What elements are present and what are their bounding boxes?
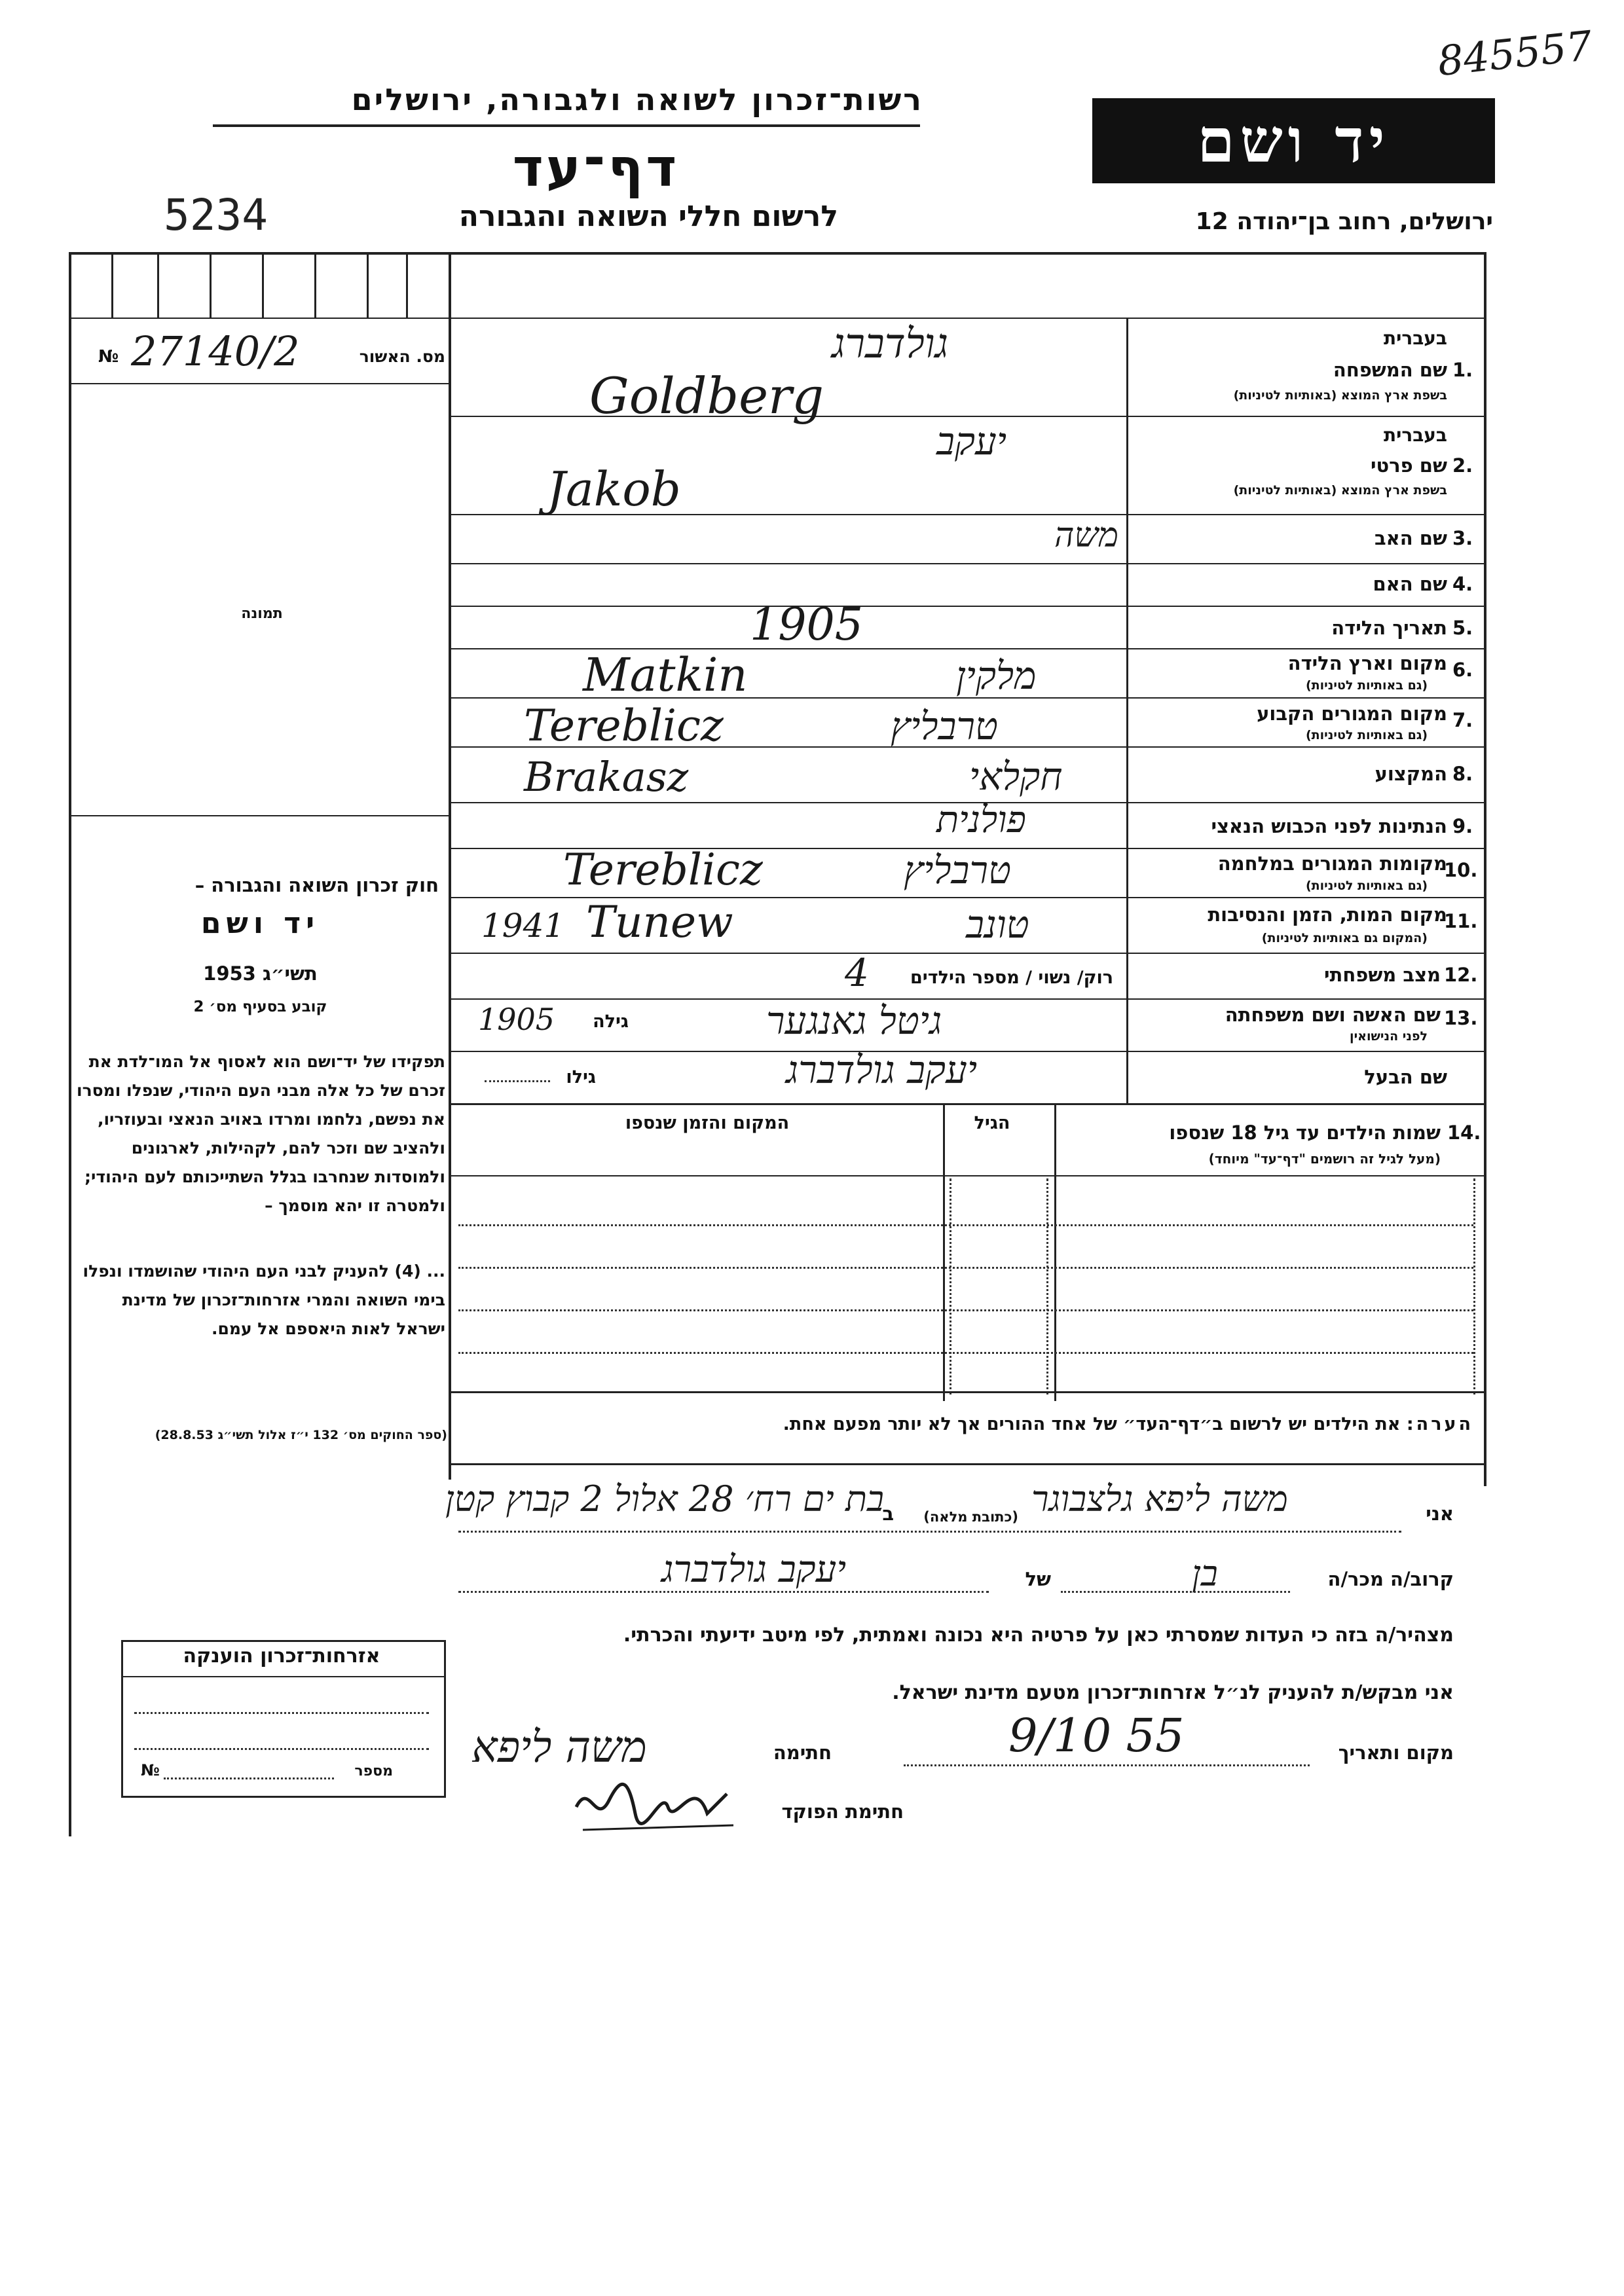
relation-value: בן <box>1192 1553 1218 1594</box>
field-6-value-hebrew: מלקין <box>956 653 1037 698</box>
declaration-request: אני מבקש/ת להעניק לנ״ל אזרחות־זכרון מטעם מדינת ישראל. <box>892 1681 1454 1704</box>
label-column-divider <box>1126 318 1128 1103</box>
children-col-age: הגיל <box>974 1113 1010 1133</box>
field-8-number: 8. <box>1452 763 1473 785</box>
field-6-sub: (גם באותיות לטיניות) <box>1305 678 1428 693</box>
photo-label: תמונה <box>241 606 283 622</box>
grid-box-line <box>406 252 408 318</box>
field-7-label: מקום המגורים הקבוע <box>1257 702 1447 725</box>
field-8-value-hebrew: חקלאי <box>969 754 1063 799</box>
grid-box-line <box>314 252 316 318</box>
children-row-dots <box>458 1352 1473 1354</box>
law-text-1: תפקידו של יד־ושם הוא לאסוף אל המו־לדת את זכרם של כל אלה מבני העם היהודי, שנפלו ומסרו את נפשם, נלחמו ומרדו באויב הנאצי ובעוזריו, ולהציב שם וזכר להם, לקהילות, לארגונים ולמוסדות שנחרבו בגלל השתייכותם לעם היהודי; ולמטרה זו יהא מוסמך – <box>77 1052 445 1215</box>
field-3-label: שם האב <box>1374 527 1447 549</box>
note-bottom-line <box>449 1463 1484 1465</box>
approval-number: 27140/2 <box>131 327 300 375</box>
field-7-value-latin: Tereblicz <box>524 701 724 751</box>
children-row-dots <box>458 1309 1473 1311</box>
children-bottom-line <box>449 1391 1484 1393</box>
declaration-address-hint: (כתובת מלאה) <box>923 1509 1018 1525</box>
declaration-statement: מצהיר/ה בזה כי העדות שמסרתי כאן על פרטיה היא נכונה ואמתית, לפי מיטב ידיעתי והכרתי. <box>623 1624 1454 1647</box>
law-source: (ספר החוקים מס׳ 132 י״ז אלול תשי״ג 28.8.53) <box>155 1428 447 1442</box>
field-10-number: 10. <box>1444 859 1478 881</box>
field-11-label: מקום המות, הזמן והנסיבות <box>1208 903 1447 926</box>
field-5-value: 1905 <box>750 599 864 651</box>
children-col-dots <box>1046 1178 1048 1394</box>
place-date-value: 9/10 55 <box>1008 1709 1185 1762</box>
law-year: תשי״ג 1953 <box>203 962 318 985</box>
relation-of-label: של <box>1025 1568 1051 1590</box>
memorial-box-dots <box>134 1712 429 1714</box>
children-number: 14. <box>1447 1121 1481 1144</box>
field-11-number: 11. <box>1444 910 1478 932</box>
field-7-number: 7. <box>1452 709 1473 731</box>
place-date-label: מקום ותאריך <box>1338 1741 1454 1764</box>
field-13-sub: לפני הנישואין <box>1350 1029 1428 1044</box>
relation-of-value: יעקב גולדברג <box>661 1548 847 1591</box>
memorial-box-number-dots <box>164 1777 334 1779</box>
field-8-label: המקצוע <box>1375 763 1447 785</box>
side-panel-divider <box>449 252 451 1480</box>
officer-signature-label: חתימת הפוקד <box>781 1800 904 1823</box>
law-text-2: ... (4) להעניק לבני העם היהודי שהושמדו ונפלו בימי השואה והמרי אזרחות־זכרון של מדינת ישראל לאות היאספם אל עמם. <box>83 1262 445 1338</box>
field-9-number: 9. <box>1452 815 1473 837</box>
field-8-value-latin: Brakasz <box>524 753 689 801</box>
grid-box-line <box>367 252 369 318</box>
children-col-line <box>1054 1103 1056 1401</box>
relation-dots <box>1061 1591 1290 1593</box>
field-12-options: רוק/ נשוי / מספר הילדים <box>910 968 1113 988</box>
frame-top <box>69 252 1486 255</box>
note-text <box>458 1414 1473 1434</box>
field-6-label: מקום וארץ הלידה <box>1287 652 1447 674</box>
field-6-value-latin: Matkin <box>583 648 748 702</box>
frame-right <box>1484 252 1486 1486</box>
husband-age-dots <box>485 1080 550 1082</box>
children-row-line <box>449 1175 1484 1176</box>
relation-of-dots <box>458 1591 989 1593</box>
field-11-value-latin: Tunew <box>586 897 733 947</box>
field-2-value-hebrew: יעקב <box>936 419 1007 464</box>
field-2-value-latin: Jakob <box>547 462 681 517</box>
frame-left <box>69 252 71 1836</box>
field-13-number: 13. <box>1444 1007 1478 1029</box>
field-2-sub: בשפת ארץ המוצא (באותיות לטיניות) <box>1233 483 1447 498</box>
yad-vashem-logo <box>1092 98 1495 183</box>
husband-age-label: גילו <box>566 1067 596 1087</box>
field-10-label: מקומות המגורים במלחמה <box>1217 852 1447 875</box>
approval-label: מס. האשור <box>359 347 445 366</box>
approval-no-symbol: № <box>98 347 119 367</box>
archive-number: 845557 <box>1435 21 1595 86</box>
husband-value: יעקב גולדברג <box>786 1048 978 1092</box>
field-3-number: 3. <box>1452 527 1473 549</box>
form-subtitle: לרשום חללי השואה והגבורה <box>458 200 838 233</box>
address: ירושלים, רחוב בן־יהודה 12 <box>1195 208 1493 235</box>
signature-value: משה ליפא <box>471 1722 647 1772</box>
husband-label: שם הבעל <box>1364 1066 1447 1088</box>
note-body: את הילדים יש לרשום ב״דף־העד״ של אחד ההורים אך לא יותר מפעם אחת. <box>783 1414 1401 1434</box>
grid-box-line <box>157 252 159 318</box>
field-10-value-hebrew: טרבליץ <box>904 848 1012 892</box>
children-label: שמות הילדים עד גיל 18 שנספו <box>1169 1121 1441 1144</box>
children-col-line <box>943 1103 945 1401</box>
note-label: הערה: <box>1406 1414 1473 1434</box>
field-5-number: 5. <box>1452 617 1473 639</box>
field-2-label: שם פרטי <box>1370 454 1447 477</box>
field-6-number: 6. <box>1452 659 1473 681</box>
approval-rule <box>69 383 449 384</box>
grid-box-line <box>111 252 113 318</box>
children-row-dots <box>458 1224 1473 1226</box>
institution-name: רשות־זכרון לשואה ולגבורה, ירושלים <box>351 82 923 117</box>
children-col-dots <box>950 1178 951 1394</box>
form-sheet-number: 5234 <box>164 190 268 240</box>
field-4-number: 4. <box>1452 573 1473 595</box>
row-line <box>449 563 1484 564</box>
memorial-box-no-symbol: № <box>141 1761 160 1779</box>
law-clause: קובע בסעיף מס׳ 2 <box>193 998 327 1015</box>
grid-box-line <box>262 252 264 318</box>
field-13-age-label: גילה <box>593 1011 629 1032</box>
header-rule <box>213 124 920 127</box>
field-13-value: גיטל גאנגער <box>766 998 942 1043</box>
field-1-number: 1. <box>1452 359 1473 381</box>
field-1-value-hebrew: גולדברג <box>832 319 949 367</box>
field-4-label: שם האם <box>1373 573 1447 595</box>
row-line <box>449 998 1484 1000</box>
field-1-value-latin: Goldberg <box>589 367 824 425</box>
field-11-sub: (המקום גם באותיות לטיניות) <box>1261 931 1428 945</box>
field-13-label: שם האשה ושם משפחתה <box>1225 1004 1441 1026</box>
officer-signature-icon <box>570 1768 740 1840</box>
field-3-value: משה <box>1054 516 1119 555</box>
field-12-label: מצב משפחתי <box>1323 964 1441 986</box>
field-1-label: שם המשפחה <box>1333 359 1447 381</box>
declaration-b: ב <box>882 1503 894 1525</box>
row-line <box>449 1103 1484 1105</box>
grid-box-line <box>210 252 212 318</box>
field-9-label: הנתינות לפני הכבוש הנאצי <box>1211 815 1447 837</box>
field-10-value-latin: Tereblicz <box>563 845 763 895</box>
field-12-children-count: 4 <box>845 951 869 995</box>
field-11-value-year: 1941 <box>481 907 565 945</box>
memorial-box-title: אזרחות־זכרון הוענקה <box>183 1645 380 1667</box>
row-line <box>449 606 1484 607</box>
field-1-sub: בשפת ארץ המוצא (באותיות לטיניות) <box>1233 388 1447 403</box>
declarant-address: בת ים רח׳ 28 אלול 2 קבוץ קטן <box>445 1478 884 1520</box>
memorial-box-rule <box>121 1676 444 1677</box>
declaration-line1-dots <box>458 1531 1401 1533</box>
memorial-box-number-label: מספר <box>354 1763 393 1779</box>
field-7-sub: (גם באותיות לטיניות) <box>1305 728 1428 742</box>
field-13-age-value: 1905 <box>478 1002 555 1037</box>
signature-label: חתימה <box>773 1741 832 1764</box>
field-2-top-label: בעברית <box>1383 424 1447 446</box>
form-title: דף־עד <box>512 137 680 198</box>
place-date-dots <box>904 1764 1310 1766</box>
children-col-place: המקום והזמן שנספו <box>625 1113 790 1133</box>
photo-rule <box>69 815 449 816</box>
field-5-label: תאריך הלידה <box>1331 617 1447 639</box>
memorial-box-dots <box>134 1748 429 1750</box>
declarant-name: משה ליפא גלצבוגר <box>1031 1478 1288 1520</box>
relation-label: קרוב/ה מכר/ה <box>1327 1568 1454 1590</box>
law-name: יד ושם <box>200 907 320 940</box>
field-9-value: פולנית <box>936 799 1026 841</box>
field-1-top-label: בעברית <box>1383 327 1447 349</box>
field-10-sub: (גם באותיות לטיניות) <box>1305 879 1428 893</box>
children-sub: (מעל לגיל זה רושמים "דף־עד" מיוחד) <box>1208 1151 1441 1167</box>
field-2-number: 2. <box>1452 454 1473 477</box>
children-row-dots <box>458 1267 1473 1269</box>
field-12-number: 12. <box>1444 964 1478 986</box>
row-line <box>449 953 1484 954</box>
logo-text: יד ושם <box>1197 105 1390 176</box>
field-11-value-hebrew: טונב <box>966 902 1029 947</box>
children-col-dots <box>1473 1178 1475 1394</box>
field-7-value-hebrew: טרבליץ <box>891 704 999 748</box>
declaration-prefix: אני <box>1426 1503 1454 1525</box>
grid-row-line <box>69 318 1486 319</box>
law-title: חוק זכרון השואה והגבורה – <box>194 874 439 896</box>
